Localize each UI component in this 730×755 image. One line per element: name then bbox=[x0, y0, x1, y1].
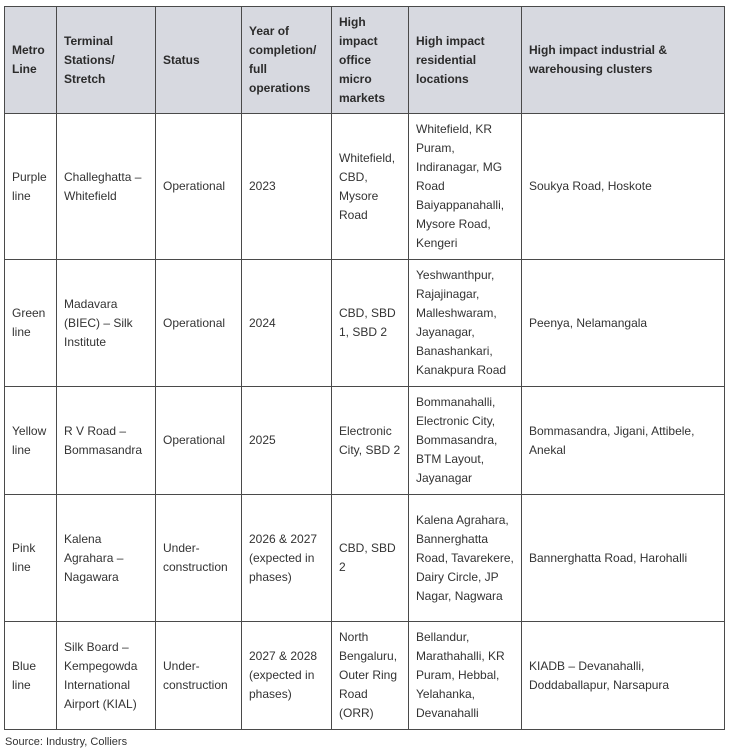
cell-metro-line: Pink line bbox=[5, 495, 57, 622]
cell-status: Operational bbox=[156, 260, 242, 387]
cell-stretch: R V Road – Bommasandra bbox=[57, 387, 156, 495]
cell-industrial: Bommasandra, Jigani, Attibele, Anekal bbox=[522, 387, 725, 495]
cell-status: Operational bbox=[156, 387, 242, 495]
cell-industrial: Peenya, Nelamangala bbox=[522, 260, 725, 387]
cell-industrial: Bannerghatta Road, Harohalli bbox=[522, 495, 725, 622]
cell-year: 2027 & 2028 (expected in phases) bbox=[242, 622, 332, 730]
header-terminal-stations: Terminal Stations/ Stretch bbox=[57, 7, 156, 114]
cell-industrial: KIADB – Devanahalli, Doddaballapur, Narsapura bbox=[522, 622, 725, 730]
table-row bbox=[5, 387, 725, 495]
table-row bbox=[5, 114, 725, 260]
cell-status: Operational bbox=[156, 114, 242, 260]
source-note: Source: Industry, Colliers bbox=[5, 736, 128, 748]
cell-stretch: Silk Board – Kempegowda International Airport (KIAL) bbox=[57, 622, 156, 730]
cell-industrial: Soukya Road, Hoskote bbox=[522, 114, 725, 260]
header-industrial-clusters: High impact industrial & warehousing clusters bbox=[522, 7, 725, 114]
header-office-markets: High impact office micro markets bbox=[332, 7, 409, 114]
cell-office: CBD, SBD 1, SBD 2 bbox=[332, 260, 409, 387]
cell-residential: Whitefield, KR Puram, Indiranagar, MG Road Baiyappanahalli, Mysore Road, Kengeri bbox=[409, 114, 522, 260]
table-row bbox=[5, 495, 725, 622]
cell-year: 2026 & 2027 (expected in phases) bbox=[242, 495, 332, 622]
cell-residential: Bommanahalli, Electronic City, Bommasandra, BTM Layout, Jayanagar bbox=[409, 387, 522, 495]
cell-residential: Yeshwanthpur, Rajajinagar, Malleshwaram, Jayanagar, Banashankari, Kanakpura Road bbox=[409, 260, 522, 387]
cell-metro-line: Green line bbox=[5, 260, 57, 387]
header-year: Year of completion/ full operations bbox=[242, 7, 332, 114]
header-status: Status bbox=[156, 7, 242, 114]
cell-metro-line: Yellow line bbox=[5, 387, 57, 495]
cell-office: Electronic City, SBD 2 bbox=[332, 387, 409, 495]
table-row bbox=[5, 260, 725, 387]
cell-office: Whitefield, CBD, Mysore Road bbox=[332, 114, 409, 260]
table-row bbox=[5, 622, 725, 730]
cell-office: CBD, SBD 2 bbox=[332, 495, 409, 622]
table-header-row bbox=[5, 7, 725, 114]
cell-office: North Bengaluru, Outer Ring Road (ORR) bbox=[332, 622, 409, 730]
cell-year: 2025 bbox=[242, 387, 332, 495]
cell-metro-line: Blue line bbox=[5, 622, 57, 730]
cell-year: 2023 bbox=[242, 114, 332, 260]
cell-status: Under-construction bbox=[156, 622, 242, 730]
header-residential-locations: High impact residential locations bbox=[409, 7, 522, 114]
cell-residential: Kalena Agrahara, Bannerghatta Road, Tavarekere, Dairy Circle, JP Nagar, Nagwara bbox=[409, 495, 522, 622]
cell-metro-line: Purple line bbox=[5, 114, 57, 260]
cell-year: 2024 bbox=[242, 260, 332, 387]
metro-lines-table bbox=[4, 6, 725, 730]
cell-status: Under-construction bbox=[156, 495, 242, 622]
cell-stretch: Challeghatta – Whitefield bbox=[57, 114, 156, 260]
cell-stretch: Kalena Agrahara – Nagawara bbox=[57, 495, 156, 622]
cell-stretch: Madavara (BIEC) – Silk Institute bbox=[57, 260, 156, 387]
header-metro-line: Metro Line bbox=[5, 7, 57, 114]
cell-residential: Bellandur, Marathahalli, KR Puram, Hebbal, Yelahanka, Devanahalli bbox=[409, 622, 522, 730]
